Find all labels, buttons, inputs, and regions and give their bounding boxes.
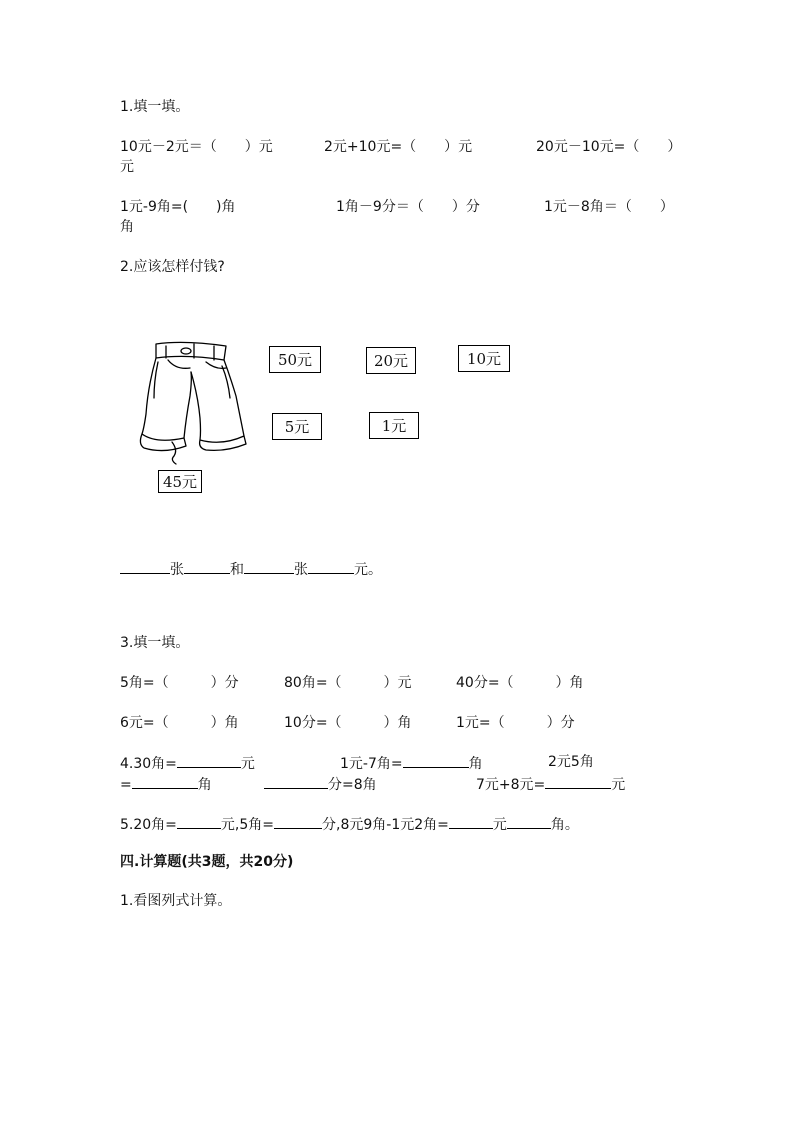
answer-blank[interactable] (403, 753, 469, 768)
price-tag: 45元 (158, 470, 202, 493)
s4-q1-title: 1.看图列式计算。 (120, 893, 232, 909)
answer-blank[interactable] (244, 559, 294, 574)
answer-blank[interactable] (132, 774, 198, 789)
q4-part-a: 4.30角= 元 (120, 753, 255, 773)
q1-item-5: 1角－9分＝（ ）分 (336, 199, 480, 215)
q1-item-4: 1元-9角=( )角 (120, 199, 236, 215)
answer-blank[interactable] (264, 774, 328, 789)
q2-answer-line: 张 和 张 元。 (120, 559, 382, 579)
note-10: 10元 (458, 345, 510, 372)
answer-blank[interactable] (177, 753, 241, 768)
q4-part-c-wrap: = 角 (120, 774, 212, 794)
section-4-title: 四.计算题(共3题，共20分) (120, 854, 294, 870)
q2-title: 2.应该怎样付钱? (120, 259, 225, 275)
answer-blank[interactable] (308, 559, 354, 574)
q3-item-6: 1元=（ ）分 (456, 715, 575, 731)
q1-item-3: 20元－10元=（ ） (536, 139, 682, 155)
q4-part-e: 7元+8元= 元 (476, 774, 625, 794)
answer-blank[interactable] (184, 559, 230, 574)
q4-part-c: 2元5角 (548, 754, 594, 770)
q3-item-4: 6元=（ ）角 (120, 715, 239, 731)
pants-icon (134, 336, 252, 466)
q1-item-2: 2元+10元=（ ）元 (324, 139, 473, 155)
q3-item-2: 80角=（ ）元 (284, 675, 412, 691)
answer-blank[interactable] (449, 814, 493, 829)
q1-title: 1.填一填。 (120, 99, 190, 115)
note-1: 1元 (369, 412, 419, 439)
q3-item-3: 40分=（ ）角 (456, 675, 584, 691)
answer-blank[interactable] (120, 559, 170, 574)
note-50: 50元 (269, 346, 321, 373)
q1-item-6-wrap: 角 (120, 219, 134, 235)
q4-part-b: 1元-7角= 角 (340, 753, 483, 773)
q1-item-3-wrap: 元 (120, 159, 134, 175)
q4-part-d: 分=8角 (264, 774, 377, 794)
note-20: 20元 (366, 347, 416, 374)
q5-line: 5.20角= 元,5角= 分,8元9角-1元2角= 元 角。 (120, 814, 579, 834)
answer-blank[interactable] (274, 814, 322, 829)
answer-blank[interactable] (507, 814, 551, 829)
q3-item-1: 5角=（ ）分 (120, 675, 239, 691)
note-5: 5元 (272, 413, 322, 440)
answer-blank[interactable] (545, 774, 611, 789)
answer-blank[interactable] (177, 814, 221, 829)
q3-item-5: 10分=（ ）角 (284, 715, 412, 731)
q1-item-6: 1元－8角＝（ ） (544, 199, 674, 215)
q1-item-1: 10元－2元＝（ ）元 (120, 139, 273, 155)
q3-title: 3.填一填。 (120, 635, 190, 651)
